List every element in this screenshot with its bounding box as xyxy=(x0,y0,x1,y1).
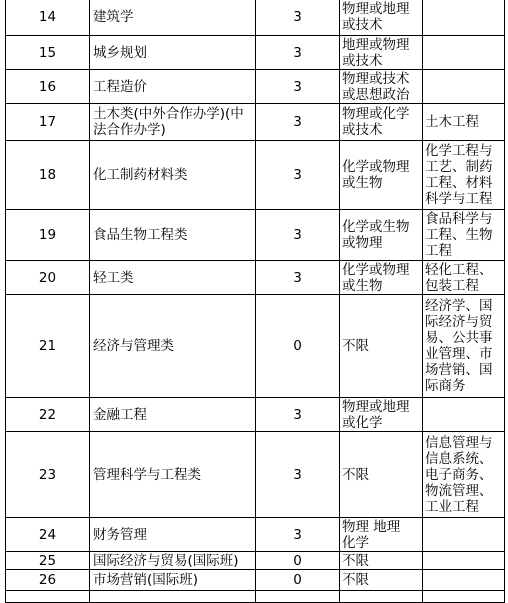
required-subject-count: 0 xyxy=(256,295,340,398)
empty-cell xyxy=(340,591,423,603)
included-majors xyxy=(423,261,505,295)
major-line: 工程、生物 xyxy=(425,227,493,243)
row-number: 24 xyxy=(6,518,90,552)
empty-cell xyxy=(256,591,340,603)
subject-line: 或思想政治 xyxy=(342,86,410,103)
subject-requirements xyxy=(340,295,423,398)
major-line: 物流管理、 xyxy=(425,482,493,499)
row-number: 23 xyxy=(6,432,90,518)
empty-cell xyxy=(6,591,90,603)
major-category-name: 建筑学 xyxy=(90,0,256,36)
subject-line: 化学 xyxy=(342,534,369,551)
major-line: 业管理、市 xyxy=(425,346,493,362)
table-row xyxy=(6,210,505,261)
required-subject-count: 0 xyxy=(256,570,340,591)
empty-cell xyxy=(423,591,505,603)
table-body xyxy=(6,0,505,603)
subject-requirements xyxy=(340,432,423,518)
major-line: 经济学、国 xyxy=(425,298,493,314)
empty-cell xyxy=(90,591,256,603)
table-row xyxy=(6,104,505,141)
subject-line: 或生物 xyxy=(342,277,383,294)
table-row xyxy=(6,70,505,104)
included-majors xyxy=(423,141,505,210)
major-category-name: 轻工类 xyxy=(90,261,256,295)
row-number: 20 xyxy=(6,261,90,295)
table-row xyxy=(6,141,505,210)
table-row xyxy=(6,552,505,570)
required-subject-count: 3 xyxy=(256,141,340,210)
row-number: 18 xyxy=(6,141,90,210)
table-row xyxy=(6,295,505,398)
major-line: 土木工程 xyxy=(425,114,479,130)
subject-requirements xyxy=(340,570,423,591)
major-line: 科学与工程 xyxy=(425,191,493,207)
subject-line: 不限 xyxy=(342,338,369,354)
subject-line: 地理或物理 xyxy=(342,36,410,53)
subject-line: 或化学 xyxy=(342,414,383,431)
major-line: 轻化工程、 xyxy=(425,261,493,278)
table-row xyxy=(6,591,505,603)
subject-requirements xyxy=(340,518,423,552)
major-category-name: 土木类(中外合作办学)(中法合作办学) xyxy=(90,104,256,141)
subject-line: 不限 xyxy=(342,572,369,588)
subject-line: 或技术 xyxy=(342,52,383,69)
major-category-name: 国际经济与贸易(国际班) xyxy=(90,552,256,570)
subject-requirements xyxy=(340,210,423,261)
major-line: 食品科学与 xyxy=(425,211,493,227)
included-majors xyxy=(423,432,505,518)
required-subject-count: 3 xyxy=(256,518,340,552)
major-line: 工业工程 xyxy=(425,498,479,515)
table-row xyxy=(6,570,505,591)
subject-requirements xyxy=(340,104,423,141)
major-line: 场营销、国 xyxy=(425,362,493,378)
major-category-name: 管理科学与工程类 xyxy=(90,432,256,518)
subject-requirements xyxy=(340,36,423,70)
subject-line: 物理或地理 xyxy=(342,1,410,17)
major-line: 易、公共事 xyxy=(425,330,493,346)
major-line: 信息管理与 xyxy=(425,434,493,451)
subject-line: 化学或物理 xyxy=(342,159,410,175)
row-number: 25 xyxy=(6,552,90,570)
subject-line: 化学或生物 xyxy=(342,219,410,235)
major-line: 电子商务、 xyxy=(425,466,493,483)
subject-requirements xyxy=(340,141,423,210)
table-row xyxy=(6,36,505,70)
required-subject-count: 3 xyxy=(256,432,340,518)
subject-line: 不限 xyxy=(342,552,369,569)
row-number: 16 xyxy=(6,70,90,104)
subject-line: 或技术 xyxy=(342,17,383,33)
major-category-name: 食品生物工程类 xyxy=(90,210,256,261)
table-row xyxy=(6,261,505,295)
subject-requirements xyxy=(340,0,423,36)
major-line: 际经济与贸 xyxy=(425,314,493,330)
row-number: 17 xyxy=(6,104,90,141)
row-number: 26 xyxy=(6,570,90,591)
row-number: 22 xyxy=(6,398,90,432)
required-subject-count: 3 xyxy=(256,36,340,70)
subject-requirements xyxy=(340,70,423,104)
major-line: 化学工程与 xyxy=(425,143,493,159)
required-subject-count: 3 xyxy=(256,398,340,432)
subject-line: 或物理 xyxy=(342,235,383,251)
major-line: 际商务 xyxy=(425,378,466,394)
subject-line: 不限 xyxy=(342,466,369,483)
included-majors xyxy=(423,36,505,70)
included-majors xyxy=(423,0,505,36)
table-row xyxy=(6,0,505,36)
required-subject-count: 3 xyxy=(256,261,340,295)
subject-line: 物理或化学 xyxy=(342,106,410,122)
major-category-name: 金融工程 xyxy=(90,398,256,432)
required-subject-count: 0 xyxy=(256,552,340,570)
required-subject-count: 3 xyxy=(256,70,340,104)
required-subject-count: 3 xyxy=(256,104,340,141)
row-number: 21 xyxy=(6,295,90,398)
table-row xyxy=(6,518,505,552)
included-majors xyxy=(423,398,505,432)
enrollment-table xyxy=(5,0,505,603)
major-line: 工艺、制药 xyxy=(425,159,493,175)
included-majors xyxy=(423,210,505,261)
included-majors xyxy=(423,518,505,552)
subject-line: 物理或地理 xyxy=(342,398,410,415)
included-majors xyxy=(423,552,505,570)
subject-line: 或技术 xyxy=(342,122,383,138)
major-category-name: 经济与管理类 xyxy=(90,295,256,398)
major-line: 信息系统、 xyxy=(425,450,493,467)
subject-line: 或生物 xyxy=(342,175,383,191)
subject-line: 物理 地理 xyxy=(342,518,401,535)
row-number: 15 xyxy=(6,36,90,70)
row-number: 14 xyxy=(6,0,90,36)
major-category-name: 财务管理 xyxy=(90,518,256,552)
table-row xyxy=(6,398,505,432)
subject-requirements xyxy=(340,261,423,295)
included-majors xyxy=(423,70,505,104)
subject-line: 化学或物理 xyxy=(342,261,410,278)
subject-line: 物理或技术 xyxy=(342,70,410,87)
major-category-name: 市场营销(国际班) xyxy=(90,570,256,591)
subject-requirements xyxy=(340,552,423,570)
major-category-name: 工程造价 xyxy=(90,70,256,104)
major-line: 工程、材料 xyxy=(425,175,493,191)
included-majors xyxy=(423,295,505,398)
row-number: 19 xyxy=(6,210,90,261)
table-row xyxy=(6,432,505,518)
major-line: 包装工程 xyxy=(425,277,479,294)
major-category-name: 化工制药材料类 xyxy=(90,141,256,210)
major-line: 工程 xyxy=(425,243,452,259)
required-subject-count: 3 xyxy=(256,210,340,261)
included-majors xyxy=(423,570,505,591)
subject-requirements xyxy=(340,398,423,432)
major-category-name: 城乡规划 xyxy=(90,36,256,70)
required-subject-count: 3 xyxy=(256,0,340,36)
included-majors xyxy=(423,104,505,141)
